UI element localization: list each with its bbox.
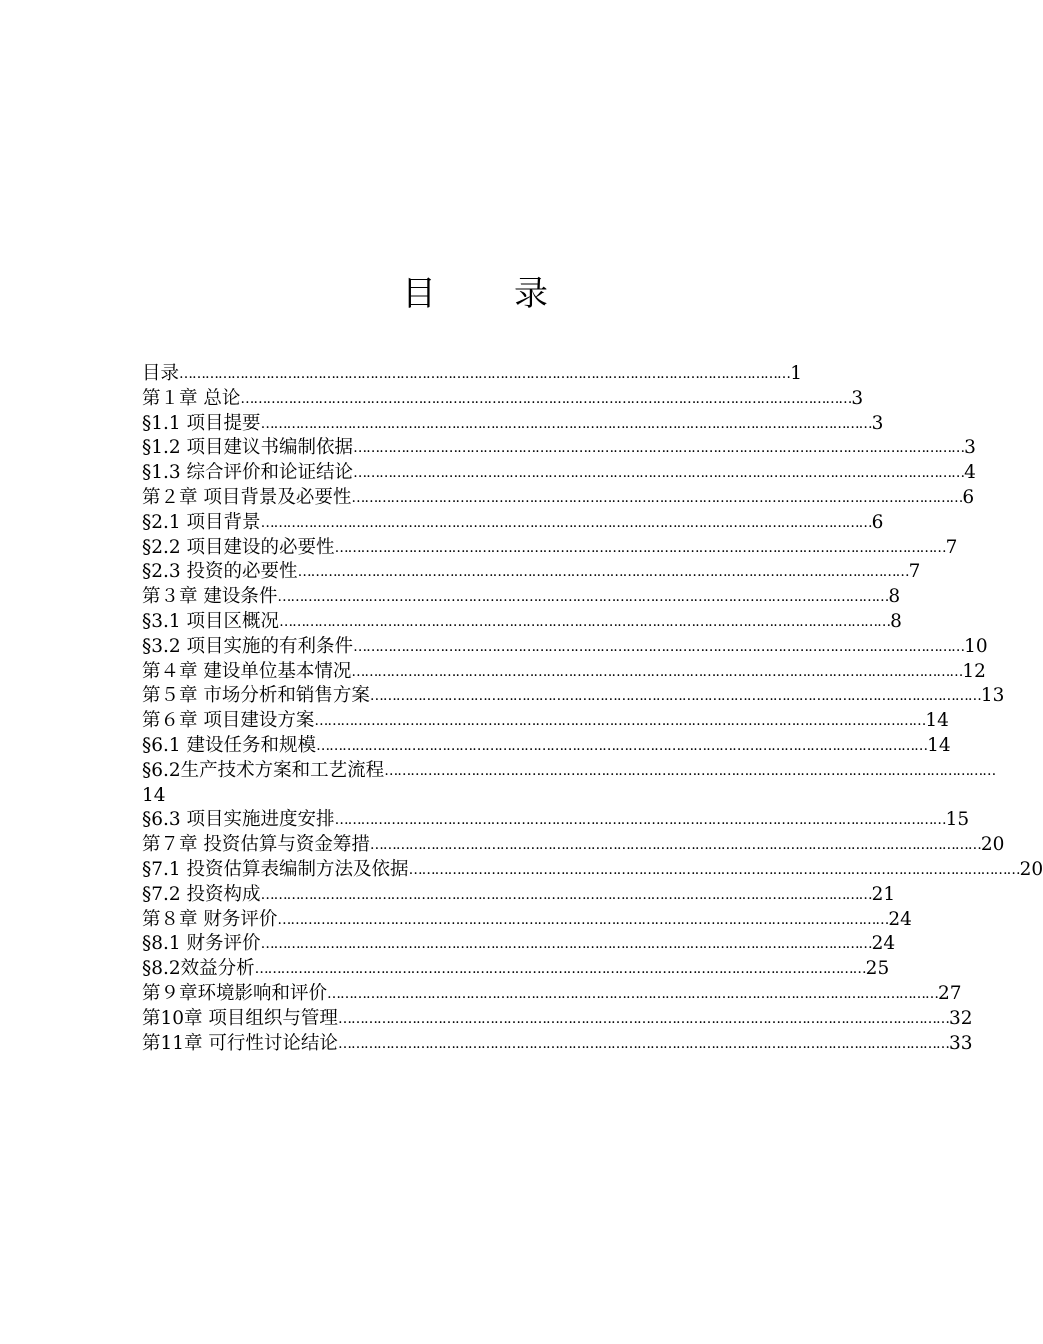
toc-leader-dots: ……………………………………………………………………………………………………………………………	[179, 366, 791, 382]
toc-entry-page: 3	[964, 437, 976, 459]
toc-entry[interactable]	[142, 536, 958, 561]
toc-entry[interactable]	[142, 957, 890, 982]
toc-entry-page: 27	[938, 982, 962, 1004]
toc-entry-page: 14	[927, 734, 951, 756]
toc-entry[interactable]	[142, 1007, 973, 1032]
toc-entry-page: 3	[871, 412, 884, 434]
toc-entry-title: 第３章 建设条件	[142, 586, 278, 608]
toc-entry[interactable]	[142, 908, 912, 933]
toc-entry-title: §7.1 投资估算表编制方法及依据	[142, 858, 409, 880]
toc-entry-title: 第５章 市场分析和销售方案	[142, 685, 370, 707]
toc-entry-title: 第10章 项目组织与管理	[142, 1007, 338, 1029]
toc-entry[interactable]	[142, 734, 951, 759]
toc-entry-page: 21	[871, 883, 896, 905]
toc-entry-title: §1.3 综合评价和论证结论	[142, 462, 354, 484]
toc-leader-dots: ……………………………………………………………………………………………………………………………	[327, 985, 939, 1002]
toc-entry-title: §2.2 项目建设的必要性	[142, 536, 335, 558]
toc-leader-dots: ……………………………………………………………………………………………………………………………	[337, 1010, 949, 1027]
toc-entry[interactable]	[142, 808, 970, 833]
toc-entry-page: 20	[1019, 858, 1043, 880]
toc-leader-dots: ……………………………………………………………………………………………………………………………	[337, 1035, 949, 1052]
toc-entry-page: 14	[925, 710, 949, 732]
toc-entry-title: §1.1 项目提要	[142, 412, 261, 434]
toc-entry[interactable]	[142, 461, 976, 486]
toc-leader-dots: ……………………………………………………………………………………………………………………………	[240, 390, 852, 407]
toc-entry-page: 32	[948, 1007, 973, 1029]
toc-entry-title: 14	[142, 784, 166, 806]
toc-leader-dots: ……………………………………………………………………………………………………………………………	[369, 837, 981, 854]
toc-leader-dots: ……………………………………………………………………………………………………………………………	[316, 737, 928, 754]
toc-leader-dots: ……………………………………………………………………………………………………………………………	[279, 613, 891, 630]
toc-entry[interactable]	[142, 362, 802, 387]
toc-entry-page: 24	[888, 908, 912, 930]
toc-entry[interactable]	[142, 883, 896, 908]
toc-entry-page: 1	[790, 363, 802, 384]
toc-leader-dots: ……………………………………………………………………………………………………………………………	[408, 861, 1020, 878]
toc-leader-dots: ……………………………………………………………………………………………………………………………	[384, 762, 996, 779]
toc-entry-title: §6.1 建设任务和规模	[142, 734, 317, 756]
toc-entry[interactable]	[142, 436, 976, 461]
toc-entry-page: 33	[948, 1032, 973, 1054]
toc-heading	[0, 266, 950, 315]
toc-entry-title: §6.3 项目实施进度安排	[142, 809, 335, 831]
toc-leader-dots: ……………………………………………………………………………………………………………………………	[260, 415, 872, 432]
toc-entry-page: 7	[908, 561, 921, 583]
toc-entry[interactable]	[142, 709, 949, 734]
toc-entry-title: §8.1 财务评价	[142, 933, 261, 955]
toc-heading-char-1: 目	[402, 274, 436, 314]
toc-entry-page: 8	[890, 610, 902, 632]
toc-leader-dots: ……………………………………………………………………………………………………………………………	[260, 936, 872, 953]
toc-entry-page: 24	[871, 933, 896, 955]
toc-entry-title: 第４章 建设单位基本情况	[142, 660, 352, 682]
toc-entry-title: 第２章 项目背景及必要性	[142, 486, 352, 508]
toc-entry[interactable]	[142, 932, 896, 957]
toc-entry[interactable]	[142, 387, 864, 412]
toc-entry-title: §6.2生产技术方案和工艺流程	[142, 759, 385, 781]
toc-entry-page: 7	[945, 536, 958, 558]
toc-leader-dots: ……………………………………………………………………………………………………………………………	[353, 440, 965, 457]
toc-leader-dots: ……………………………………………………………………………………………………………………………	[351, 663, 963, 680]
toc-leader-dots: ……………………………………………………………………………………………………………………………	[297, 564, 909, 581]
toc-entry[interactable]	[142, 759, 996, 784]
toc-leader-dots: ……………………………………………………………………………………………………………………………	[314, 713, 926, 730]
toc-entry[interactable]	[142, 1032, 973, 1057]
toc-entry-page: 10	[964, 635, 988, 657]
toc-entry[interactable]	[142, 784, 802, 809]
toc-leader-dots: ……………………………………………………………………………………………………………………………	[353, 465, 965, 482]
toc-entry-page: 15	[945, 809, 970, 831]
toc-leader-dots: ……………………………………………………………………………………………………………………………	[254, 961, 866, 978]
toc-entry[interactable]	[142, 833, 1005, 858]
toc-entry-title: 第１章 总论	[142, 387, 241, 409]
toc-leader-dots: ……………………………………………………………………………………………………………………………	[369, 688, 981, 705]
toc-leader-dots: ……………………………………………………………………………………………………………………………	[334, 812, 946, 829]
toc-entry[interactable]	[142, 560, 921, 585]
toc-entry-title: 第９章环境影响和评价	[142, 982, 328, 1004]
toc-entry-page: 4	[964, 462, 976, 484]
toc-entry-title: §2.1 项目背景	[142, 511, 261, 533]
toc-list	[142, 362, 1043, 1056]
toc-entry[interactable]	[142, 660, 986, 685]
toc-entry[interactable]	[142, 585, 901, 610]
toc-entry-title: §3.1 项目区概况	[142, 610, 280, 632]
toc-entry-page: 6	[962, 486, 975, 508]
toc-leader-dots: ……………………………………………………………………………………………………………………………	[260, 886, 872, 903]
toc-entry-title: §3.2 项目实施的有利条件	[142, 635, 354, 657]
toc-entry-page: 8	[888, 586, 901, 608]
toc-leader-dots: ……………………………………………………………………………………………………………………………	[353, 638, 965, 655]
toc-entry[interactable]	[142, 684, 1005, 709]
toc-entry[interactable]	[142, 486, 975, 511]
toc-entry-page: 3	[851, 387, 864, 409]
toc-leader-dots: ……………………………………………………………………………………………………………………………	[351, 489, 963, 506]
toc-entry-page: 20	[980, 834, 1005, 856]
toc-entry[interactable]	[142, 858, 1043, 883]
toc-entry-title: §7.2 投资构成	[142, 883, 261, 905]
toc-heading-char-2: 录	[514, 274, 548, 314]
toc-entry-page: 6	[871, 511, 884, 533]
toc-entry[interactable]	[142, 635, 988, 660]
toc-entry-title: §8.2效益分析	[142, 958, 255, 980]
toc-entry-title: 第６章 项目建设方案	[142, 710, 315, 732]
toc-entry[interactable]	[142, 511, 884, 536]
toc-leader-dots: ……………………………………………………………………………………………………………………………	[277, 911, 889, 928]
toc-leader-dots: ……………………………………………………………………………………………………………………………	[334, 539, 946, 556]
toc-entry-page: 13	[980, 685, 1005, 707]
toc-entry-title: 第11章 可行性讨论结论	[142, 1032, 338, 1054]
toc-entry-title: 第７章 投资估算与资金筹措	[142, 834, 370, 856]
toc-entry-title: §2.3 投资的必要性	[142, 561, 298, 583]
toc-entry[interactable]	[142, 610, 902, 635]
toc-leader-dots: ……………………………………………………………………………………………………………………………	[260, 514, 872, 531]
toc-leader-dots: ……………………………………………………………………………………………………………………………	[277, 589, 889, 606]
toc-entry-title: 第８章 财务评价	[142, 908, 278, 930]
toc-entry-title: §1.2 项目建议书编制依据	[142, 437, 354, 459]
toc-entry-page: 25	[865, 958, 890, 980]
toc-entry-page: 12	[962, 660, 986, 682]
toc-entry-title: 目录	[142, 363, 180, 384]
toc-entry[interactable]	[142, 412, 884, 437]
toc-entry[interactable]	[142, 982, 962, 1007]
